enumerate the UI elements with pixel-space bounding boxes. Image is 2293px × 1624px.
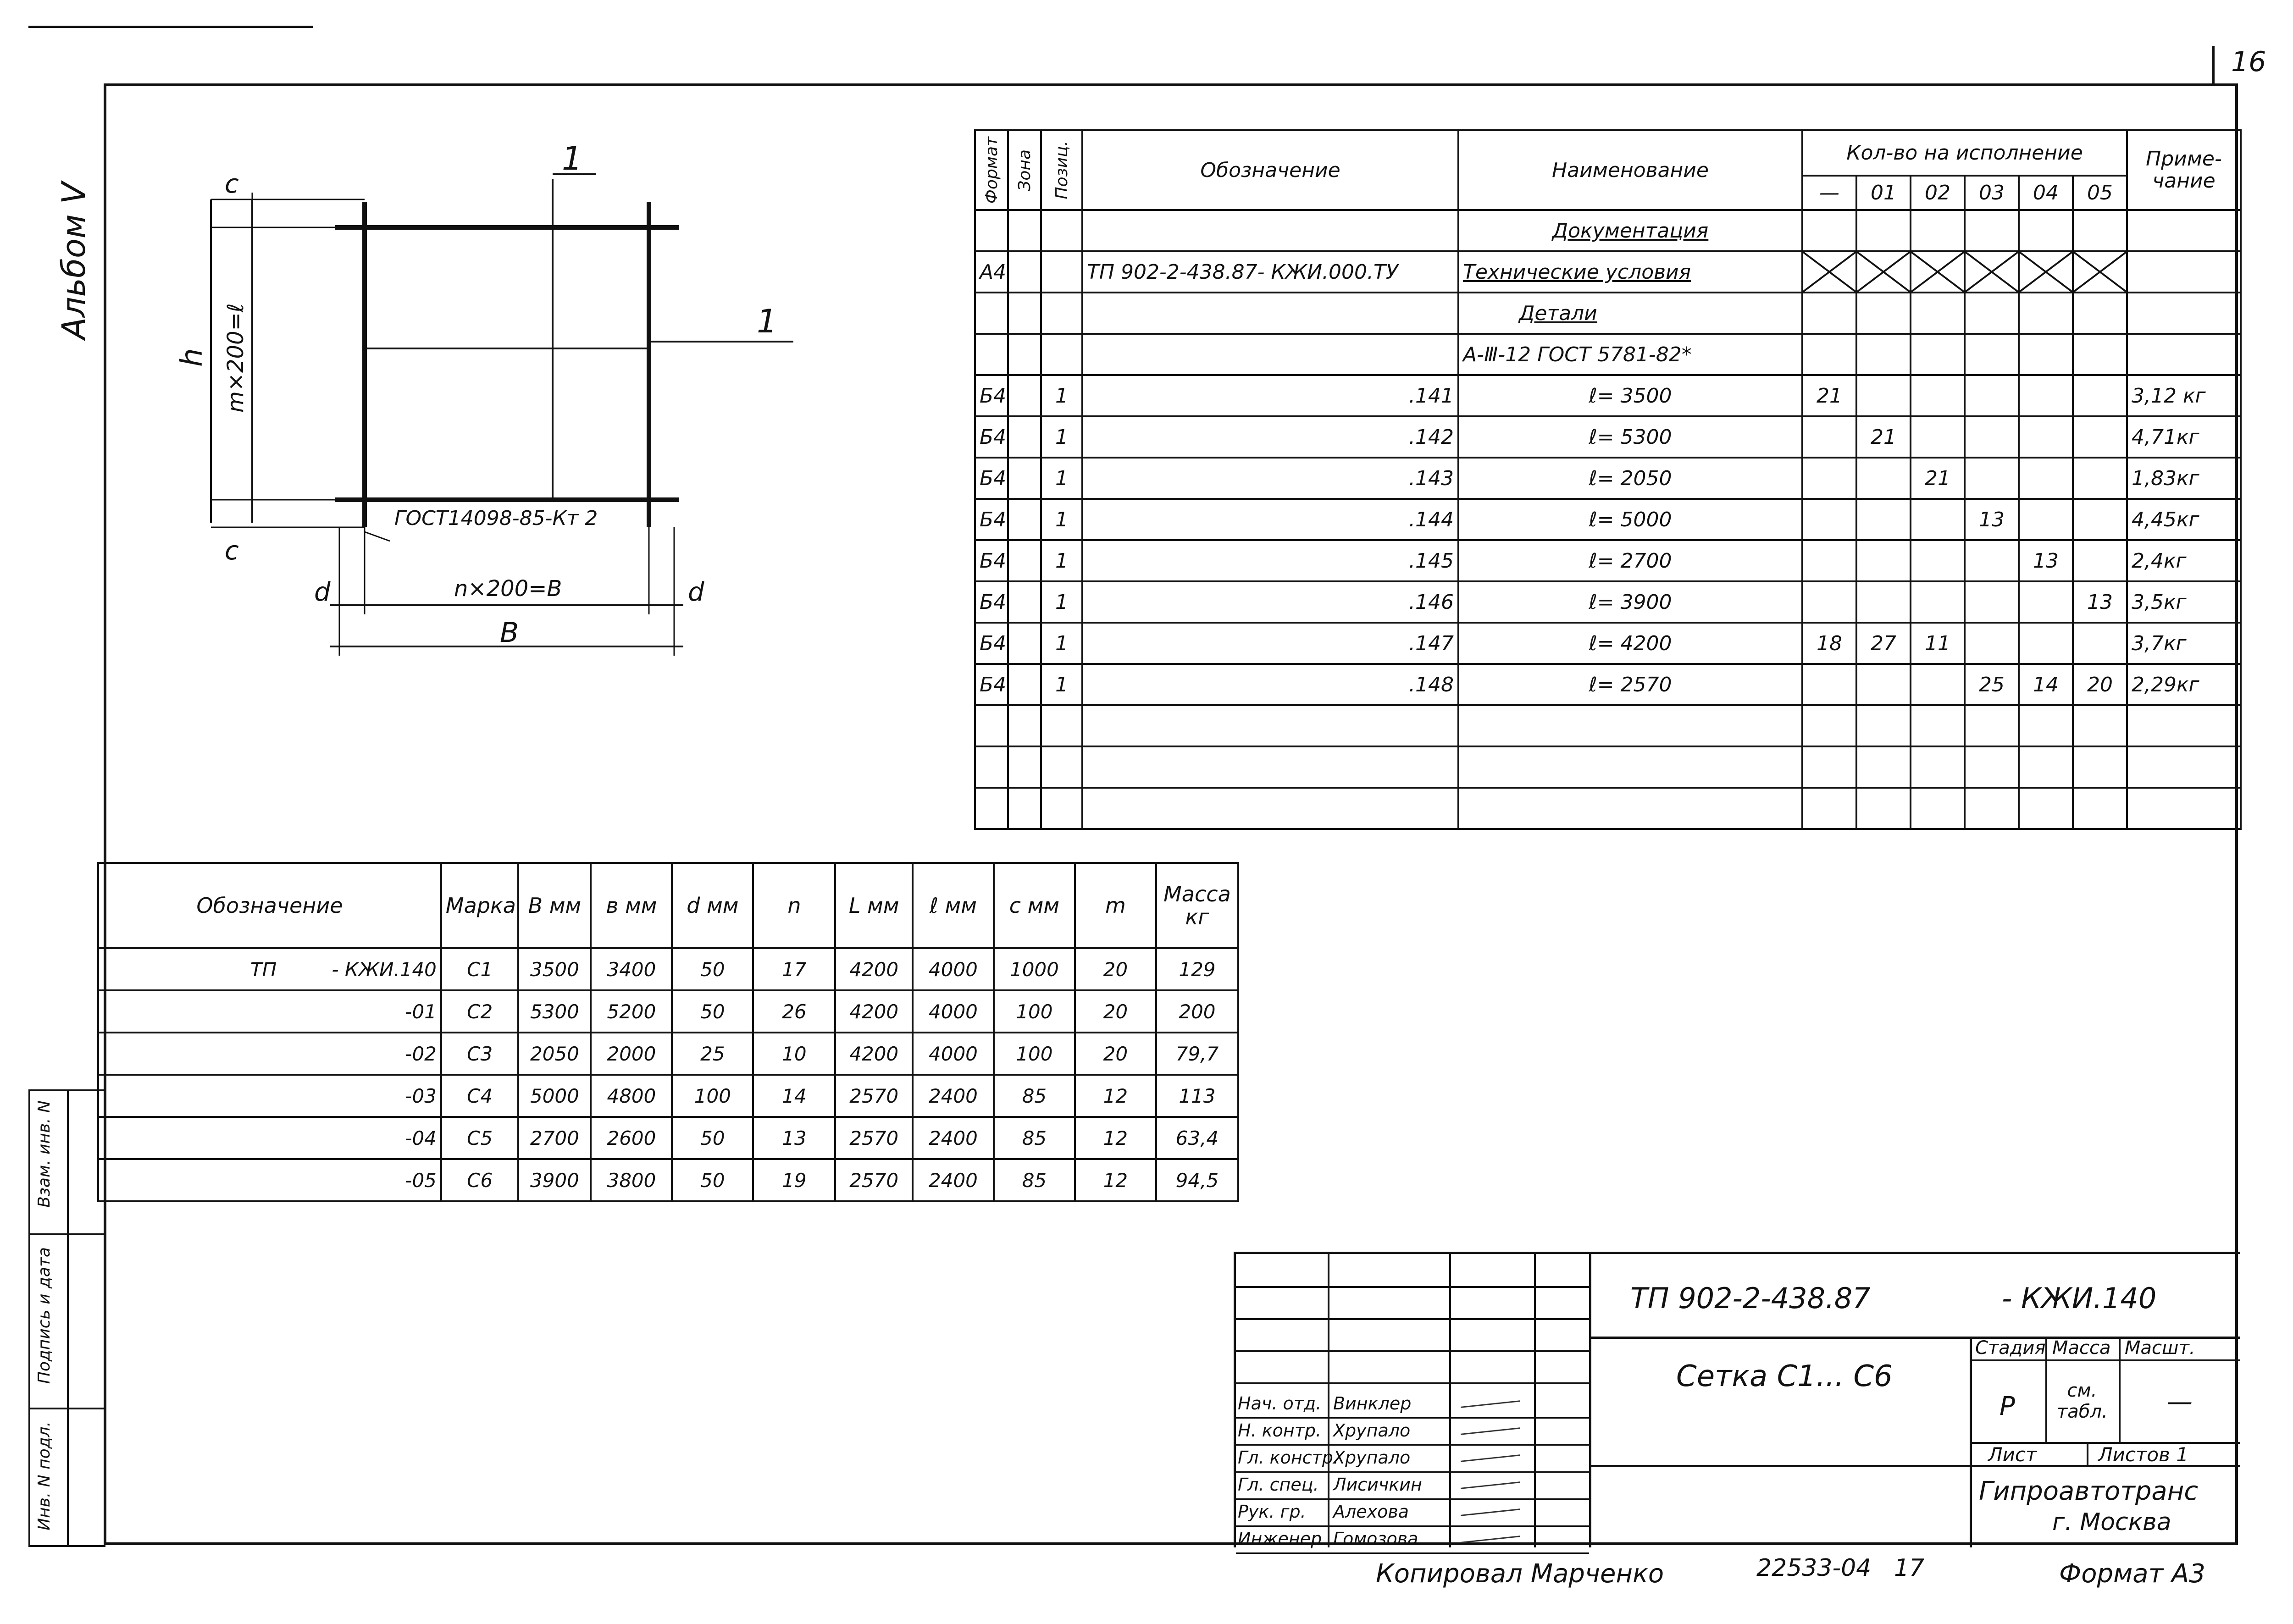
lower-cell: 4800 [591,1075,672,1117]
staff-role: Гл. констр. [1238,1447,1339,1468]
lower-header: c мм [994,863,1075,948]
mesh-variants-table [97,862,1239,1202]
spec-qty: 18 [1802,623,1856,664]
spec-qty [2019,375,2073,416]
steel-note: А-Ⅲ-12 ГОСТ 5781-82* [1458,334,1802,375]
spec-qty [1911,581,1965,623]
spec-designation: .141 [1082,375,1458,416]
lower-designation: ТП - КЖИ.140 [98,948,441,990]
spec-qty [2019,581,2073,623]
lower-cell: 14 [753,1075,835,1117]
spec-name: ℓ= 3500 [1458,375,1802,416]
spec-qty [1856,499,1911,540]
doc-designation: ТП 902-2-438.87- КЖИ.000.ТУ [1082,251,1458,293]
spec-qty [1965,458,2019,499]
scale-value: — [2167,1387,2193,1417]
lower-cell: 3500 [518,948,591,990]
dim-m: m×200=ℓ [223,303,249,413]
staff-role: Инженер [1238,1529,1322,1549]
spec-name: ℓ= 2050 [1458,458,1802,499]
spec-designation: .144 [1082,499,1458,540]
lower-header: В мм [518,863,591,948]
sheet-label: Лист [1988,1443,2037,1466]
lower-cell: 2700 [518,1117,591,1159]
lower-header: d мм [672,863,753,948]
spec-qty [1856,458,1911,499]
lower-cell: С6 [441,1159,519,1201]
spec-designation: .148 [1082,664,1458,705]
lower-designation: -02 [98,1033,441,1075]
spec-name: ℓ= 3900 [1458,581,1802,623]
lower-cell: 2570 [835,1159,913,1201]
org-name: Гипроавтотранс [1979,1476,2199,1506]
section-mark-label-2: 1 [757,303,777,340]
cross-cell [1856,251,1911,293]
archive-number: 22533-04 17 [1756,1554,1925,1582]
spec-pos: 1 [1041,581,1082,623]
spec-qty: 13 [1965,499,2019,540]
mesh-drawing [175,138,848,674]
stage-value: Р [1999,1392,2015,1421]
cross-cell [1911,251,1965,293]
album-label: Альбом Ⅴ [55,182,93,339]
dim-B: B [500,617,519,649]
title-block [1234,1252,2240,1547]
lower-cell: 2400 [913,1159,994,1201]
lower-cell: С2 [441,990,519,1033]
lower-cell: 20 [1075,1033,1156,1075]
lower-cell: 50 [672,1117,753,1159]
spec-qty [1911,375,1965,416]
spec-qty [1856,540,1911,581]
lower-row [98,948,1238,990]
staff-name: Лисичкин [1333,1475,1422,1495]
lower-cell: 50 [672,990,753,1033]
lower-cell: 12 [1075,1117,1156,1159]
lower-cell: 13 [753,1117,835,1159]
signature [1461,1536,1520,1545]
spec-qty [2073,499,2127,540]
cross-cell [1802,251,1856,293]
spec-designation: .142 [1082,416,1458,458]
spec-name: ℓ= 2700 [1458,540,1802,581]
spec-row [975,458,2241,499]
lower-header: n [753,863,835,948]
signature [1461,1400,1520,1410]
lower-cell: 5200 [591,990,672,1033]
lower-cell: 85 [994,1075,1075,1117]
copied-by: Копировал Марченко [1376,1559,1664,1589]
spec-qty [1802,581,1856,623]
dim-c-top: c [225,169,239,199]
hdr-name: Наименование [1458,130,1802,210]
spec-qty [1965,375,2019,416]
spec-format: Б4 [975,458,1008,499]
lower-row [98,990,1238,1033]
spec-pos: 1 [1041,416,1082,458]
lower-cell: 12 [1075,1075,1156,1117]
signature [1461,1481,1520,1491]
sheet-number-box-left [2212,46,2215,85]
dim-h: h [175,348,209,367]
lower-header: Марка [441,863,519,948]
signature [1461,1454,1520,1464]
lower-cell: 85 [994,1159,1075,1201]
sheets-label: Листов 1 [2098,1443,2188,1466]
staff-row [1236,1419,1589,1446]
spec-name: ℓ= 5300 [1458,416,1802,458]
lower-cell: 3400 [591,948,672,990]
spec-note: 3,12 кг [2127,375,2241,416]
lower-cell: 20 [1075,948,1156,990]
stage-label: Стадия [1975,1337,2046,1359]
section-mark-label: 1 [562,140,582,177]
spec-note: 2,4кг [2127,540,2241,581]
spec-note: 2,29кг [2127,664,2241,705]
spec-name: ℓ= 2570 [1458,664,1802,705]
lower-cell: 100 [994,990,1075,1033]
spec-qty [2019,499,2073,540]
spec-qty: 13 [2019,540,2073,581]
doc-suffix: - КЖИ.140 [2002,1282,2157,1315]
lower-cell: 113 [1156,1075,1238,1117]
staff-row [1236,1473,1589,1500]
hdr-pos: Позиц. [1041,130,1082,210]
spec-format: Б4 [975,623,1008,664]
hdr-note: Приме- чание [2127,130,2241,210]
spec-pos: 1 [1041,458,1082,499]
spec-format: Б4 [975,664,1008,705]
lower-header: m [1075,863,1156,948]
spec-row [975,540,2241,581]
spec-designation: .147 [1082,623,1458,664]
stamp-sign-date: Подпись и дата [35,1247,54,1384]
hdr-var-1: 01 [1856,176,1911,210]
lower-cell: 200 [1156,990,1238,1033]
lower-cell: 10 [753,1033,835,1075]
hdr-format: Формат [975,130,1008,210]
spec-qty: 21 [1856,416,1911,458]
spec-qty [1856,375,1911,416]
spec-qty [2019,623,2073,664]
cross-cell [2019,251,2073,293]
lower-header: ℓ мм [913,863,994,948]
staff-role: Н. контр. [1238,1420,1322,1441]
stamp-inv-orig: Инв. N подл. [35,1421,54,1530]
hdr-var-5: 05 [2073,176,2127,210]
spec-qty [2073,458,2127,499]
lower-cell: С5 [441,1117,519,1159]
lower-cell: 4200 [835,948,913,990]
top-left-rule [28,26,313,28]
lower-cell: 79,7 [1156,1033,1238,1075]
spec-format: Б4 [975,499,1008,540]
spec-format: Б4 [975,540,1008,581]
scale-label: Масшт. [2125,1337,2195,1359]
lower-cell: С1 [441,948,519,990]
spec-pos: 1 [1041,499,1082,540]
spec-qty [2019,416,2073,458]
stamp-replace-inv: Взам. инв. N [35,1100,54,1208]
spec-qty [1802,416,1856,458]
lower-cell: 5000 [518,1075,591,1117]
cross-cell [1965,251,2019,293]
spec-qty: 13 [2073,581,2127,623]
doc-code: ТП 902-2-438.87 [1630,1282,1871,1315]
spec-qty [1802,499,1856,540]
sheet-title: Сетка С1... С6 [1676,1359,1893,1393]
hdr-var-0: — [1802,176,1856,210]
spec-row [975,581,2241,623]
spec-note: 1,83кг [2127,458,2241,499]
staff-row [1236,1527,1589,1554]
dim-n: n×200=B [454,576,562,602]
hdr-var-2: 02 [1911,176,1965,210]
lower-cell: 50 [672,1159,753,1201]
lower-cell: 100 [994,1033,1075,1075]
frame-top [105,83,2238,86]
lower-header: Обозначение [98,863,441,948]
spec-format: Б4 [975,581,1008,623]
spec-qty [1911,499,1965,540]
lower-cell: 2570 [835,1117,913,1159]
lower-cell: 2000 [591,1033,672,1075]
signature [1461,1508,1520,1518]
lower-cell: 2570 [835,1075,913,1117]
spec-note: 4,71кг [2127,416,2241,458]
spec-note: 3,5кг [2127,581,2241,623]
staff-name: Хрупало [1333,1447,1411,1468]
lower-header: в мм [591,863,672,948]
lower-header: Масса кг [1156,863,1238,948]
dim-d-right: d [688,577,704,607]
lower-cell: 94,5 [1156,1159,1238,1201]
spec-qty: 20 [2073,664,2127,705]
lower-row [98,1159,1238,1201]
lower-cell: 129 [1156,948,1238,990]
lower-cell: 17 [753,948,835,990]
spec-format: Б4 [975,375,1008,416]
spec-qty [1965,540,2019,581]
sheet-number: 16 [2231,46,2266,78]
spec-name: ℓ= 5000 [1458,499,1802,540]
hdr-designation: Обозначение [1082,130,1458,210]
spec-qty [2073,540,2127,581]
spec-qty [1802,540,1856,581]
mass-label: Масса [2052,1337,2111,1359]
spec-qty [2073,623,2127,664]
lower-cell: 25 [672,1033,753,1075]
spec-qty [1802,664,1856,705]
staff-role: Рук. гр. [1238,1502,1306,1522]
spec-designation: .143 [1082,458,1458,499]
lower-designation: -04 [98,1117,441,1159]
spec-designation: .145 [1082,540,1458,581]
section-docs: Документация [1458,210,1802,251]
spec-qty: 27 [1856,623,1911,664]
lower-cell: 50 [672,948,753,990]
staff-role: Гл. спец. [1238,1475,1319,1495]
lower-cell: 100 [672,1075,753,1117]
lower-cell: 4000 [913,1033,994,1075]
lower-cell: 4200 [835,990,913,1033]
staff-role: Нач. отд. [1238,1393,1322,1414]
spec-qty: 21 [1802,375,1856,416]
staff-name: Гомозова [1333,1529,1418,1549]
spec-format: Б4 [975,416,1008,458]
lower-header: L мм [835,863,913,948]
spec-qty [1965,416,2019,458]
lower-row [98,1117,1238,1159]
spec-qty [2073,416,2127,458]
lower-cell: 1000 [994,948,1075,990]
spec-qty [1965,581,2019,623]
lower-designation: -05 [98,1159,441,1201]
doc-name: Технические условия [1458,251,1802,293]
lower-cell: 4000 [913,948,994,990]
spec-row [975,375,2241,416]
spec-qty [1911,664,1965,705]
spec-qty [2073,375,2127,416]
mass-value: см. табл. [2057,1380,2108,1422]
lower-cell: 26 [753,990,835,1033]
spec-pos: 1 [1041,623,1082,664]
staff-row [1236,1500,1589,1527]
spec-row [975,499,2241,540]
staff-row [1236,1392,1589,1419]
lower-cell: С3 [441,1033,519,1075]
spec-designation: .146 [1082,581,1458,623]
hdr-var-4: 04 [2019,176,2073,210]
dim-c-bottom: c [225,536,239,566]
lower-designation: -01 [98,990,441,1033]
staff-name: Винклер [1333,1393,1412,1414]
spec-name: ℓ= 4200 [1458,623,1802,664]
lower-cell: 85 [994,1117,1075,1159]
spec-row [975,664,2241,705]
spec-qty [1856,664,1911,705]
spec-qty [1856,581,1911,623]
lower-cell: 3800 [591,1159,672,1201]
hdr-zone: Зона [1008,130,1041,210]
spec-note: 4,45кг [2127,499,2241,540]
lower-cell: С4 [441,1075,519,1117]
hdr-var-3: 03 [1965,176,2019,210]
staff-row [1236,1446,1589,1473]
format-label: Формат А3 [2059,1559,2205,1589]
spec-row [975,623,2241,664]
lower-cell: 2400 [913,1117,994,1159]
lower-row [98,1033,1238,1075]
staff-name: Алехова [1333,1502,1409,1522]
spec-qty: 11 [1911,623,1965,664]
lower-cell: 2600 [591,1117,672,1159]
lower-cell: 63,4 [1156,1117,1238,1159]
spec-pos: 1 [1041,375,1082,416]
specification-table [974,129,2242,830]
spec-qty [1965,623,2019,664]
side-stamp [28,1089,105,1547]
org-city: г. Москва [2052,1508,2171,1536]
lower-cell: 20 [1075,990,1156,1033]
lower-cell: 3900 [518,1159,591,1201]
spec-pos: 1 [1041,540,1082,581]
lower-cell: 2050 [518,1033,591,1075]
gost-note: ГОСТ14098-85-Кт 2 [394,507,598,530]
spec-qty [1911,540,1965,581]
spec-row [975,416,2241,458]
lower-cell: 19 [753,1159,835,1201]
spec-qty: 14 [2019,664,2073,705]
spec-pos: 1 [1041,664,1082,705]
cross-cell [2073,251,2127,293]
dim-d-left: d [314,577,331,607]
section-parts: Детали [1458,293,1802,334]
spec-qty: 25 [1965,664,2019,705]
lower-designation: -03 [98,1075,441,1117]
spec-note: 3,7кг [2127,623,2241,664]
spec-qty: 21 [1911,458,1965,499]
staff-name: Хрупало [1333,1420,1411,1441]
spec-qty [1911,416,1965,458]
lower-cell: 12 [1075,1159,1156,1201]
doc-format: А4 [975,251,1008,293]
lower-cell: 5300 [518,990,591,1033]
hdr-qty: Кол-во на исполнение [1802,130,2127,176]
signature [1461,1427,1520,1437]
spec-qty [2019,458,2073,499]
lower-cell: 2400 [913,1075,994,1117]
lower-row [98,1075,1238,1117]
lower-cell: 4000 [913,990,994,1033]
lower-cell: 4200 [835,1033,913,1075]
spec-qty [1802,458,1856,499]
